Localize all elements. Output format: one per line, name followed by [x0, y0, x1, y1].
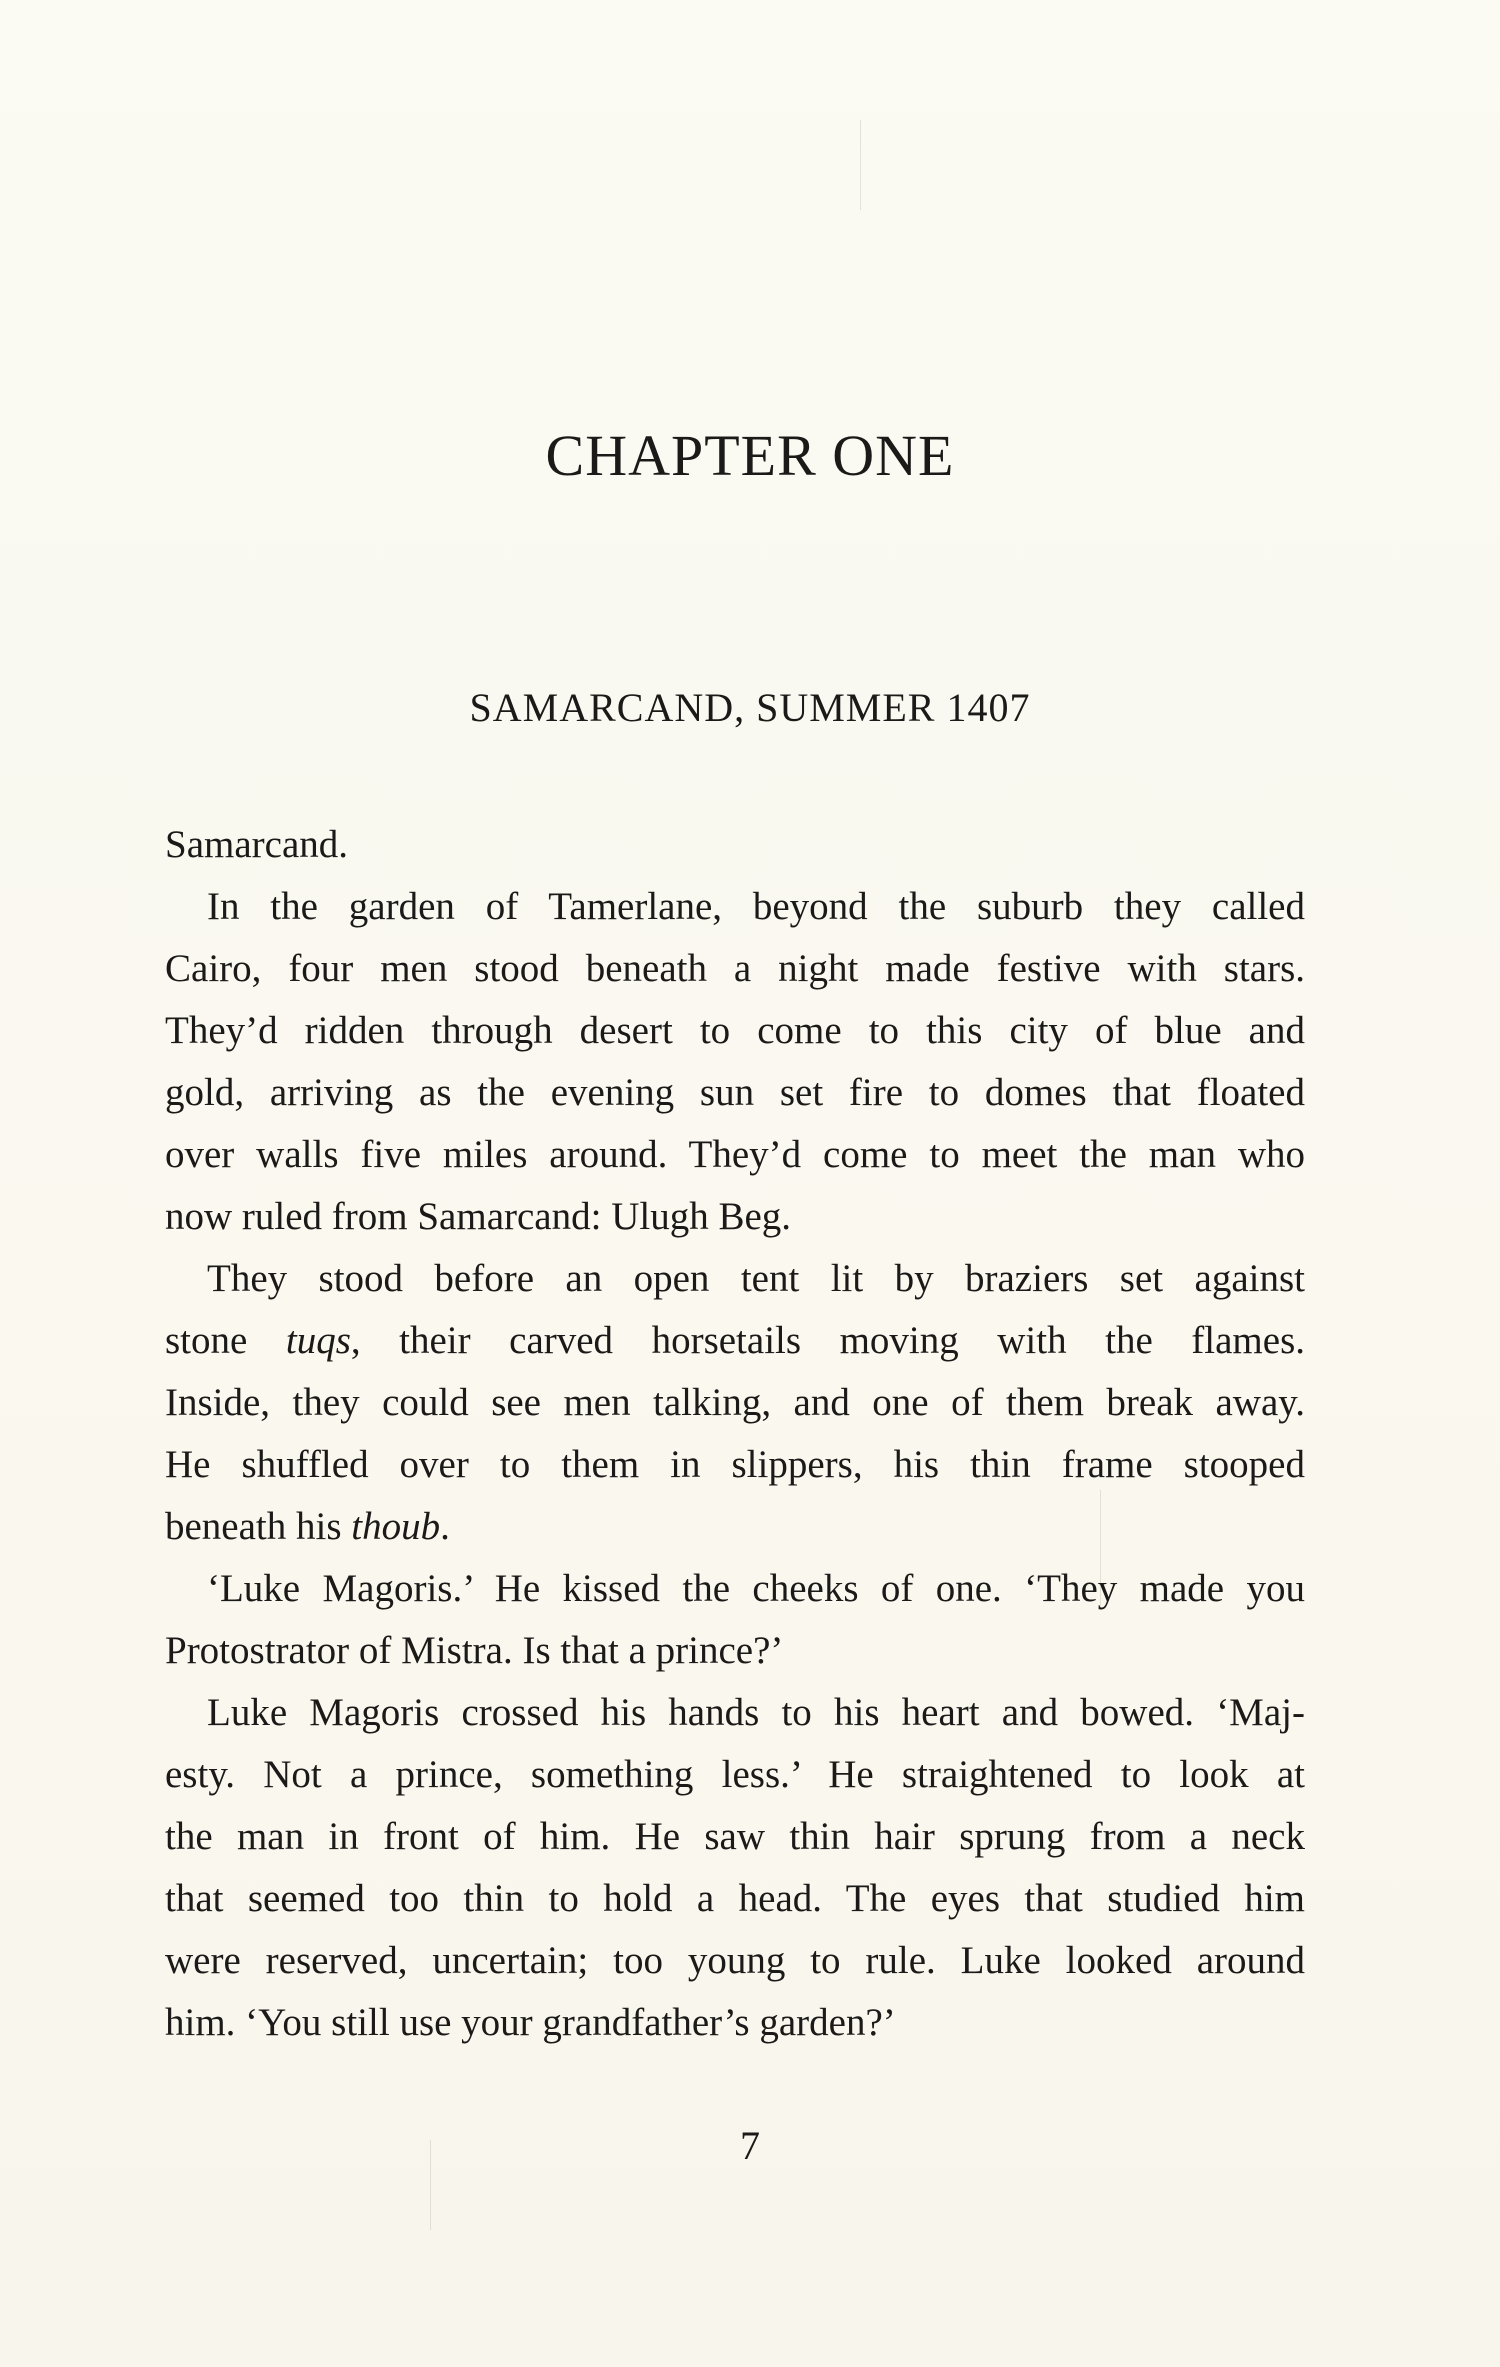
text-line: that seemed too thin to hold a head. The eyes that studied him	[165, 1877, 1305, 1920]
text-line: beneath his thoub.	[165, 1505, 450, 1548]
text-line: stone tuqs, their carved horsetails moving with the flames.	[165, 1319, 1306, 1362]
text-line: were reserved, uncertain; too young to rule. Luke looked around	[165, 1939, 1305, 1982]
text-line: esty. Not a prince, something less.’ He straightened to look at	[165, 1753, 1305, 1796]
text-line: Protostrator of Mistra. Is that a prince?’	[165, 1629, 784, 1672]
text-line: They stood before an open tent lit by braziers set against	[207, 1257, 1305, 1300]
text-line: Luke Magoris crossed his hands to his heart and bowed. ‘Maj-	[207, 1691, 1305, 1734]
chapter-title: CHAPTER ONE	[545, 423, 955, 488]
text-line: ‘Luke Magoris.’ He kissed the cheeks of one. ‘They made you	[207, 1567, 1305, 1610]
text-line: now ruled from Samarcand: Ulugh Beg.	[165, 1195, 792, 1238]
scan-mark	[860, 120, 861, 210]
text-line: Cairo, four men stood beneath a night made festive with stars.	[165, 947, 1305, 990]
body-text	[165, 814, 1305, 2054]
text-line: gold, arriving as the evening sun set fire to domes that floated	[165, 1071, 1305, 1114]
text-line: him. ‘You still use your grandfather’s garden?’	[165, 2001, 896, 2044]
text-line: over walls five miles around. They’d come to meet the man who	[165, 1133, 1305, 1176]
text-line: He shuffled over to them in slippers, his thin frame stooped	[165, 1443, 1305, 1486]
text-line: In the garden of Tamerlane, beyond the suburb they called	[207, 885, 1305, 928]
chapter-subtitle: SAMARCAND, SUMMER 1407	[469, 685, 1031, 730]
text-line: Samarcand.	[165, 823, 349, 866]
text-line: Inside, they could see men talking, and one of them break away.	[165, 1381, 1305, 1424]
text-line: the man in front of him. He saw thin hair sprung from a neck	[165, 1815, 1305, 1858]
page-number: 7	[740, 2123, 760, 2168]
text-line: They’d ridden through desert to come to this city of blue and	[165, 1009, 1305, 1052]
